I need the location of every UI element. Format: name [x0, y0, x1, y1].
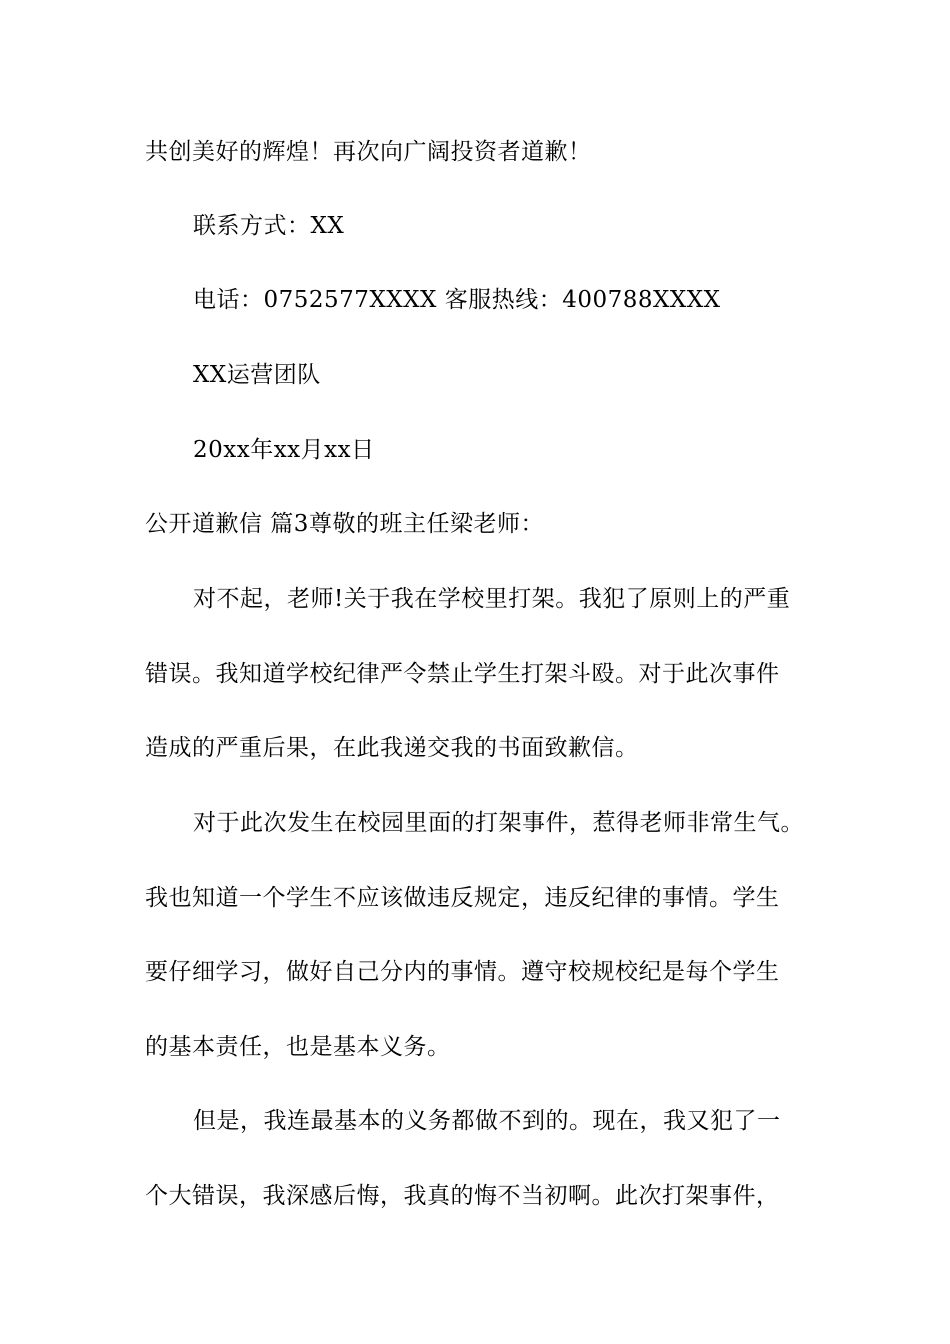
- text-line: 造成的严重后果，在此我递交我的书面致歉信。: [145, 735, 639, 761]
- text-line: 的基本责任，也是基本义务。: [145, 1034, 451, 1060]
- section-heading: 公开道歉信 篇3尊敬的班主任梁老师：: [145, 511, 544, 537]
- text-line: 对不起，老师!关于我在学校里打架。我犯了原则上的严重: [193, 586, 791, 612]
- text-line: 错误。我知道学校纪律严令禁止学生打架斗殴。对于此次事件: [145, 661, 780, 687]
- text-line: 对于此次发生在校园里面的打架事件，惹得老师非常生气。: [193, 810, 804, 836]
- text-line: 但是，我连最基本的义务都做不到的。现在，我又犯了一: [193, 1108, 781, 1134]
- text-line: 个大错误，我深感后悔，我真的悔不当初啊。此次打架事件，: [145, 1183, 780, 1209]
- text-line: 要仔细学习，做好自己分内的事情。遵守校规校纪是每个学生: [145, 959, 780, 985]
- signature-date: 20xx年xx月xx日: [193, 437, 375, 463]
- phone-line: 电话：0752577XXXX 客服热线：400788XXXX: [193, 287, 721, 313]
- text-line: 我也知道一个学生不应该做违反规定，违反纪律的事情。学生: [145, 885, 780, 911]
- contact-line: 联系方式：XX: [193, 213, 345, 239]
- signature-team: XX运营团队: [193, 362, 321, 388]
- text-line: 共创美好的辉煌！再次向广阔投资者道歉！: [145, 139, 592, 165]
